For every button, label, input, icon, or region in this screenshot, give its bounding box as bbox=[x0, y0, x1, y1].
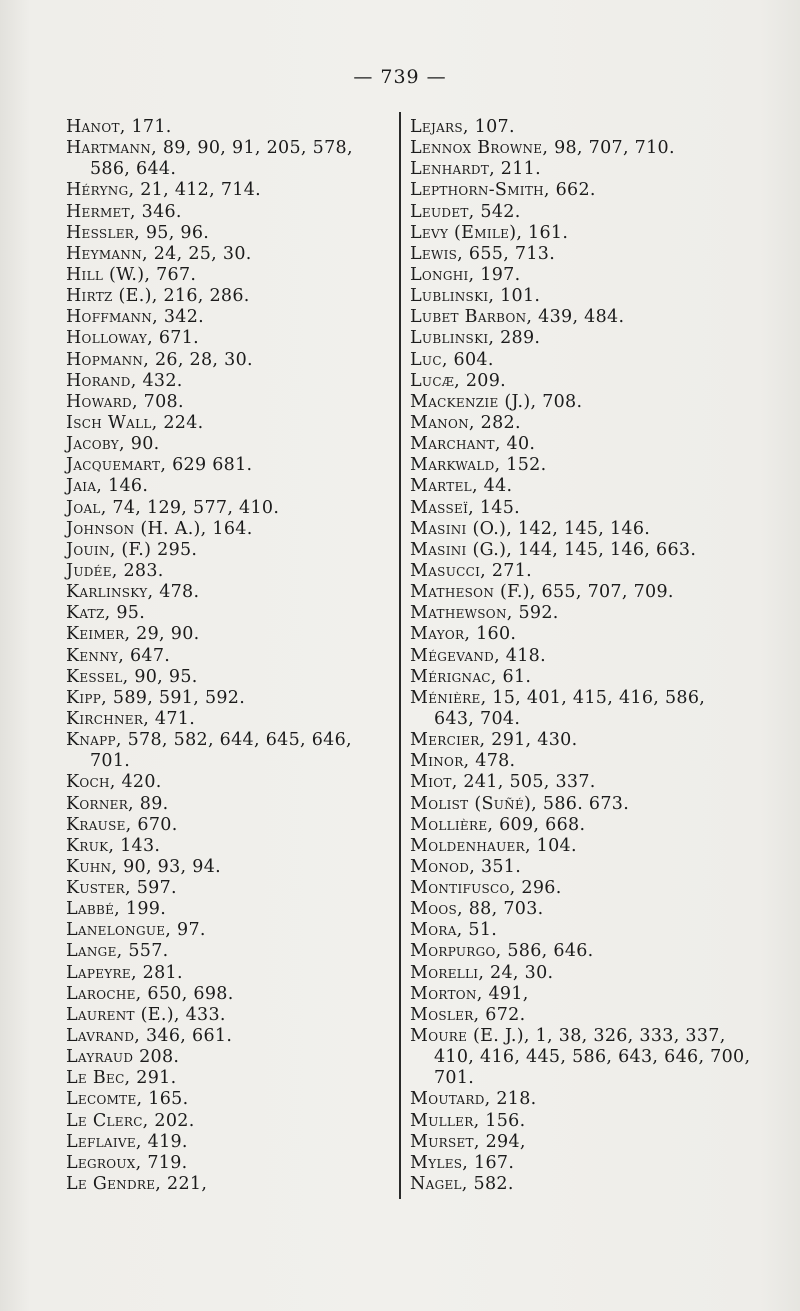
index-entry: Mercier, 291, 430. bbox=[410, 730, 578, 751]
right-index-column bbox=[410, 117, 760, 1195]
index-entry: Le Gendre, 221, bbox=[66, 1174, 208, 1195]
index-entry: Minor, 478. bbox=[410, 751, 516, 772]
index-entry: Molist (Suñé), 586. 673. bbox=[410, 793, 630, 814]
index-entry: Mérignac, 61. bbox=[410, 666, 532, 687]
index-entry-continuation: 701. bbox=[90, 751, 131, 772]
index-entry: Hermet, 346. bbox=[66, 201, 182, 222]
index-entry: Mackenzie (J.), 708. bbox=[410, 391, 583, 412]
index-entry: Lecomte, 165. bbox=[66, 1089, 189, 1110]
index-entry: Moos, 88, 703. bbox=[410, 899, 544, 920]
index-entry: Hill (W.), 767. bbox=[66, 264, 197, 285]
index-entry: Luc, 604. bbox=[410, 349, 494, 370]
index-entry: Lapeyre, 281. bbox=[66, 962, 183, 983]
index-entry: Mollière, 609, 668. bbox=[410, 814, 586, 835]
index-entry: Kuster, 597. bbox=[66, 878, 177, 899]
index-entry: Moutard, 218. bbox=[410, 1089, 537, 1110]
index-entry: Nagel, 582. bbox=[410, 1174, 514, 1195]
index-entry: Keimer, 29, 90. bbox=[66, 624, 200, 645]
index-entry: Lublinski, 101. bbox=[410, 286, 541, 307]
index-entry: Morpurgo, 586, 646. bbox=[410, 941, 594, 962]
index-entry: Matheson (F.), 655, 707, 709. bbox=[410, 582, 674, 603]
index-entry: Hanot, 171. bbox=[66, 117, 172, 137]
left-index-column bbox=[66, 117, 391, 1195]
index-entry: Kirchner, 471. bbox=[66, 708, 196, 729]
index-entry: Kuhn, 90, 93, 94. bbox=[66, 856, 221, 877]
index-entry: Mégevand, 418. bbox=[410, 645, 546, 666]
index-entry: Leflaive, 419. bbox=[66, 1131, 188, 1152]
index-entry: Morton, 491, bbox=[410, 983, 529, 1004]
index-entry: Legroux, 719. bbox=[66, 1152, 188, 1173]
index-entry: Mora, 51. bbox=[410, 920, 498, 941]
index-entry: Koch, 420. bbox=[66, 772, 162, 793]
index-entry: Joal, 74, 129, 577, 410. bbox=[66, 497, 280, 518]
index-entry: Lewis, 655, 713. bbox=[410, 243, 556, 264]
index-entry: Johnson (H. A.), 164. bbox=[66, 518, 253, 539]
index-entry: Monod, 351. bbox=[410, 856, 522, 877]
index-entry-continuation: 586, 644. bbox=[90, 159, 177, 180]
index-entry: Moldenhauer, 104. bbox=[410, 835, 577, 856]
index-entry: Hirtz (E.), 216, 286. bbox=[66, 286, 250, 307]
index-entry: Laroche, 650, 698. bbox=[66, 983, 234, 1004]
index-entry: Katz, 95. bbox=[66, 603, 146, 624]
index-entry: Lange, 557. bbox=[66, 941, 169, 962]
index-entry: Kenny, 647. bbox=[66, 645, 171, 666]
index-entry: Lenhardt, 211. bbox=[410, 159, 541, 180]
index-entry: Karlinsky, 478. bbox=[66, 582, 200, 603]
index-entry: Hessler, 95, 96. bbox=[66, 222, 210, 243]
index-entry: Martel, 44. bbox=[410, 476, 513, 497]
index-entry: Knapp, 578, 582, 644, 645, 646, bbox=[66, 730, 352, 751]
index-entry: Krause, 670. bbox=[66, 814, 178, 835]
index-entry: Hopmann, 26, 28, 30. bbox=[66, 349, 253, 370]
index-entry: Leudet, 542. bbox=[410, 201, 521, 222]
index-entry: Jaia, 146. bbox=[66, 476, 149, 497]
index-entry-continuation: 410, 416, 445, 586, 643, 646, 700, bbox=[434, 1047, 751, 1068]
index-entry: Marchant, 40. bbox=[410, 434, 536, 455]
index-entry: Héryng, 21, 412, 714. bbox=[66, 180, 262, 201]
index-entry: Jouin, (F.) 295. bbox=[66, 539, 198, 560]
index-entry: Le Clerc, 202. bbox=[66, 1110, 195, 1131]
index-entry: Isch Wall, 224. bbox=[66, 412, 204, 433]
index-entry: Murset, 294, bbox=[410, 1131, 526, 1152]
index-entry: Kessel, 90, 95. bbox=[66, 666, 198, 687]
index-entry: Masini (G.), 144, 145, 146, 663. bbox=[410, 539, 697, 560]
index-entry: Lennox Browne, 98, 707, 710. bbox=[410, 138, 675, 159]
index-entry: Ménière, 15, 401, 415, 416, 586, bbox=[410, 687, 706, 708]
index-entry: Layraud 208. bbox=[66, 1047, 180, 1068]
index-entry: Muller, 156. bbox=[410, 1110, 526, 1131]
index-entry: Hoffmann, 342. bbox=[66, 307, 204, 328]
index-entry: Labbé, 199. bbox=[66, 899, 167, 920]
index-entry: Heymann, 24, 25, 30. bbox=[66, 243, 252, 264]
index-entry: Masini (O.), 142, 145, 146. bbox=[410, 518, 651, 539]
index-entry: Morelli, 24, 30. bbox=[410, 962, 554, 983]
index-entry: Manon, 282. bbox=[410, 412, 521, 433]
index-entry: Masseï, 145. bbox=[410, 497, 521, 518]
index-entry: Korner, 89. bbox=[66, 793, 169, 814]
index-entry: Levy (Emile), 161. bbox=[410, 222, 569, 243]
index-entry: Masucci, 271. bbox=[410, 560, 533, 581]
index-entry: Mathewson, 592. bbox=[410, 603, 559, 624]
index-entry: Kruk, 143. bbox=[66, 835, 161, 856]
index-entry: Montifusco, 296. bbox=[410, 878, 562, 899]
index-entry: Horand, 432. bbox=[66, 370, 183, 391]
index-entry: Lubet Barbon, 439, 484. bbox=[410, 307, 625, 328]
index-entry-continuation: 643, 704. bbox=[434, 708, 521, 729]
index-entry: Holloway, 671. bbox=[66, 328, 200, 349]
index-entry: Kipp, 589, 591, 592. bbox=[66, 687, 246, 708]
column-divider bbox=[399, 112, 401, 1199]
index-entry: Lepthorn-Smith, 662. bbox=[410, 180, 596, 201]
index-entry: Mayor, 160. bbox=[410, 624, 517, 645]
index-entry: Mosler, 672. bbox=[410, 1004, 526, 1025]
index-entry: Lavrand, 346, 661. bbox=[66, 1026, 233, 1047]
index-entry: Hartmann, 89, 90, 91, 205, 578, bbox=[66, 138, 353, 159]
index-entry: Longhi, 197. bbox=[410, 264, 521, 285]
index-entry: Laurent (E.), 433. bbox=[66, 1004, 226, 1025]
page-number: — 739 — bbox=[353, 66, 447, 88]
index-entry: Lanelongue, 97. bbox=[66, 920, 206, 941]
index-entry: Judée, 283. bbox=[66, 560, 164, 581]
index-entry: Lublinski, 289. bbox=[410, 328, 541, 349]
index-entry: Le Bec, 291. bbox=[66, 1068, 177, 1089]
index-entry: Jacquemart, 629 681. bbox=[66, 455, 253, 476]
index-entry: Howard, 708. bbox=[66, 391, 184, 412]
index-entry: Miot, 241, 505, 337. bbox=[410, 772, 596, 793]
index-entry: Markwald, 152. bbox=[410, 455, 547, 476]
index-entry: Lucæ, 209. bbox=[410, 370, 507, 391]
index-entry-continuation: 701. bbox=[434, 1068, 475, 1089]
index-entry: Myles, 167. bbox=[410, 1152, 515, 1173]
index-entry: Jacoby, 90. bbox=[66, 434, 160, 455]
index-entry: Lejars, 107. bbox=[410, 117, 515, 137]
index-entry: Moure (E. J.), 1, 38, 326, 333, 337, bbox=[410, 1026, 726, 1047]
